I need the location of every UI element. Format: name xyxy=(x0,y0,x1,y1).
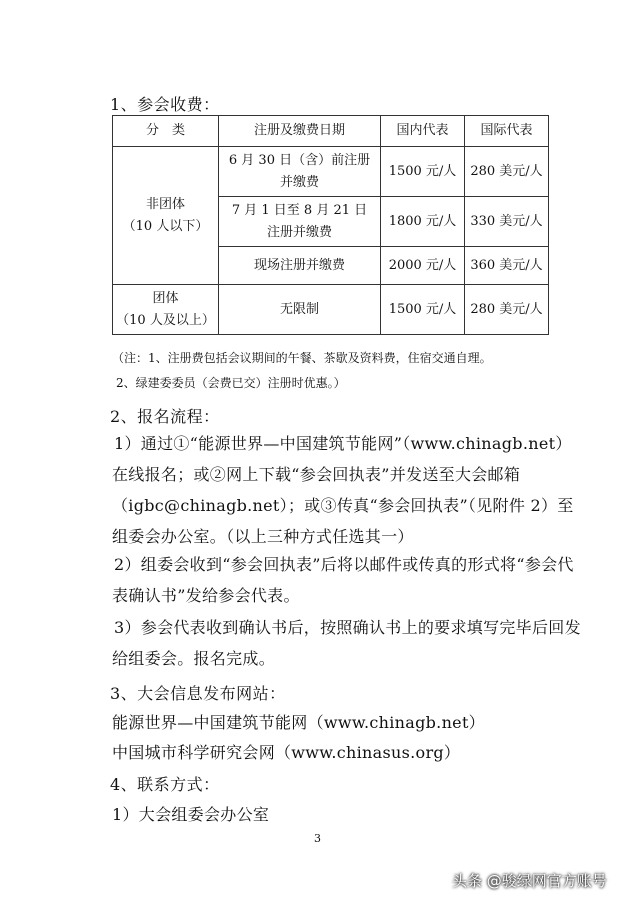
domestic-fee: 1800 元/人 xyxy=(381,197,465,247)
category-non-group xyxy=(113,147,219,285)
table-row xyxy=(113,147,549,197)
period-cell xyxy=(219,197,381,247)
international-fee: 360 美元/人 xyxy=(465,247,549,285)
period-cell: 无限制 xyxy=(219,285,381,335)
note-line-2: 2、绿建委委员（会费已交）注册时优惠。） xyxy=(116,376,346,390)
period-cell xyxy=(219,147,381,197)
period-cell: 现场注册并缴费 xyxy=(219,247,381,285)
website-2: 中国城市科学研究会网（www.chinasus.org） xyxy=(112,743,461,762)
period-line: 并缴费 xyxy=(279,174,319,190)
category-group xyxy=(113,285,219,335)
category-label: 非团体 xyxy=(145,196,185,212)
header-category: 分 类 xyxy=(113,116,219,147)
fee-table xyxy=(112,115,549,335)
page-number: 3 xyxy=(314,832,321,845)
website-1: 能源世界—中国建筑节能网（www.chinagb.net） xyxy=(112,713,485,732)
category-sublabel: （10 人及以上） xyxy=(116,312,215,328)
category-sublabel: （10 人以下） xyxy=(122,218,209,234)
period-line: 6 月 30 日（含）前注册 xyxy=(228,152,371,168)
international-fee: 330 美元/人 xyxy=(465,197,549,247)
step-3-text: 3）参会代表收到确认书后，按照确认书上的要求填写完毕后回发给组委会。报名完成。 xyxy=(112,618,581,668)
section-3-title: 3、大会信息发布网站： xyxy=(110,684,286,703)
step-1-text: 1）通过①“能源世界—中国建筑节能网”（www.chinagb.net）在线报名；或②网上下载“参会回执表”并发送至大会邮箱（igbc@chinagb.net）；或③传真“参会回执表”（见附件 2）至组委会办公室。（以上三种方式任选其一） xyxy=(112,434,574,546)
header-domestic: 国内代表 xyxy=(381,116,465,147)
international-fee: 280 美元/人 xyxy=(465,147,549,197)
international-fee: 280 美元/人 xyxy=(465,285,549,335)
step-2-text: 2）组委会收到“参会回执表”后将以邮件或传真的形式将“参会代表确认书”发给参会代表。 xyxy=(112,555,574,605)
domestic-fee: 2000 元/人 xyxy=(381,247,465,285)
period-line: 7 月 1 日至 8 月 21 日 xyxy=(231,202,368,218)
category-label: 团体 xyxy=(152,290,179,306)
domestic-fee: 1500 元/人 xyxy=(381,285,465,335)
header-international: 国际代表 xyxy=(465,116,549,147)
watermark: 头条 @骏绿网官方账号 xyxy=(452,872,607,890)
section-2-title: 2、报名流程： xyxy=(110,407,220,426)
period-line: 注册并缴费 xyxy=(266,224,332,240)
domestic-fee: 1500 元/人 xyxy=(381,147,465,197)
section-4-title: 4、联系方式： xyxy=(110,775,220,794)
note-line-1: （注：1、注册费包括会议期间的午餐、茶歇及资料费，住宿交通自理。 xyxy=(112,351,492,365)
section-1-title: 1、参会收费： xyxy=(110,95,220,114)
contact-item-1: 1）大会组委会办公室 xyxy=(112,805,270,824)
fee-table-header xyxy=(113,116,549,147)
header-period: 注册及缴费日期 xyxy=(219,116,381,147)
table-row xyxy=(113,285,549,335)
